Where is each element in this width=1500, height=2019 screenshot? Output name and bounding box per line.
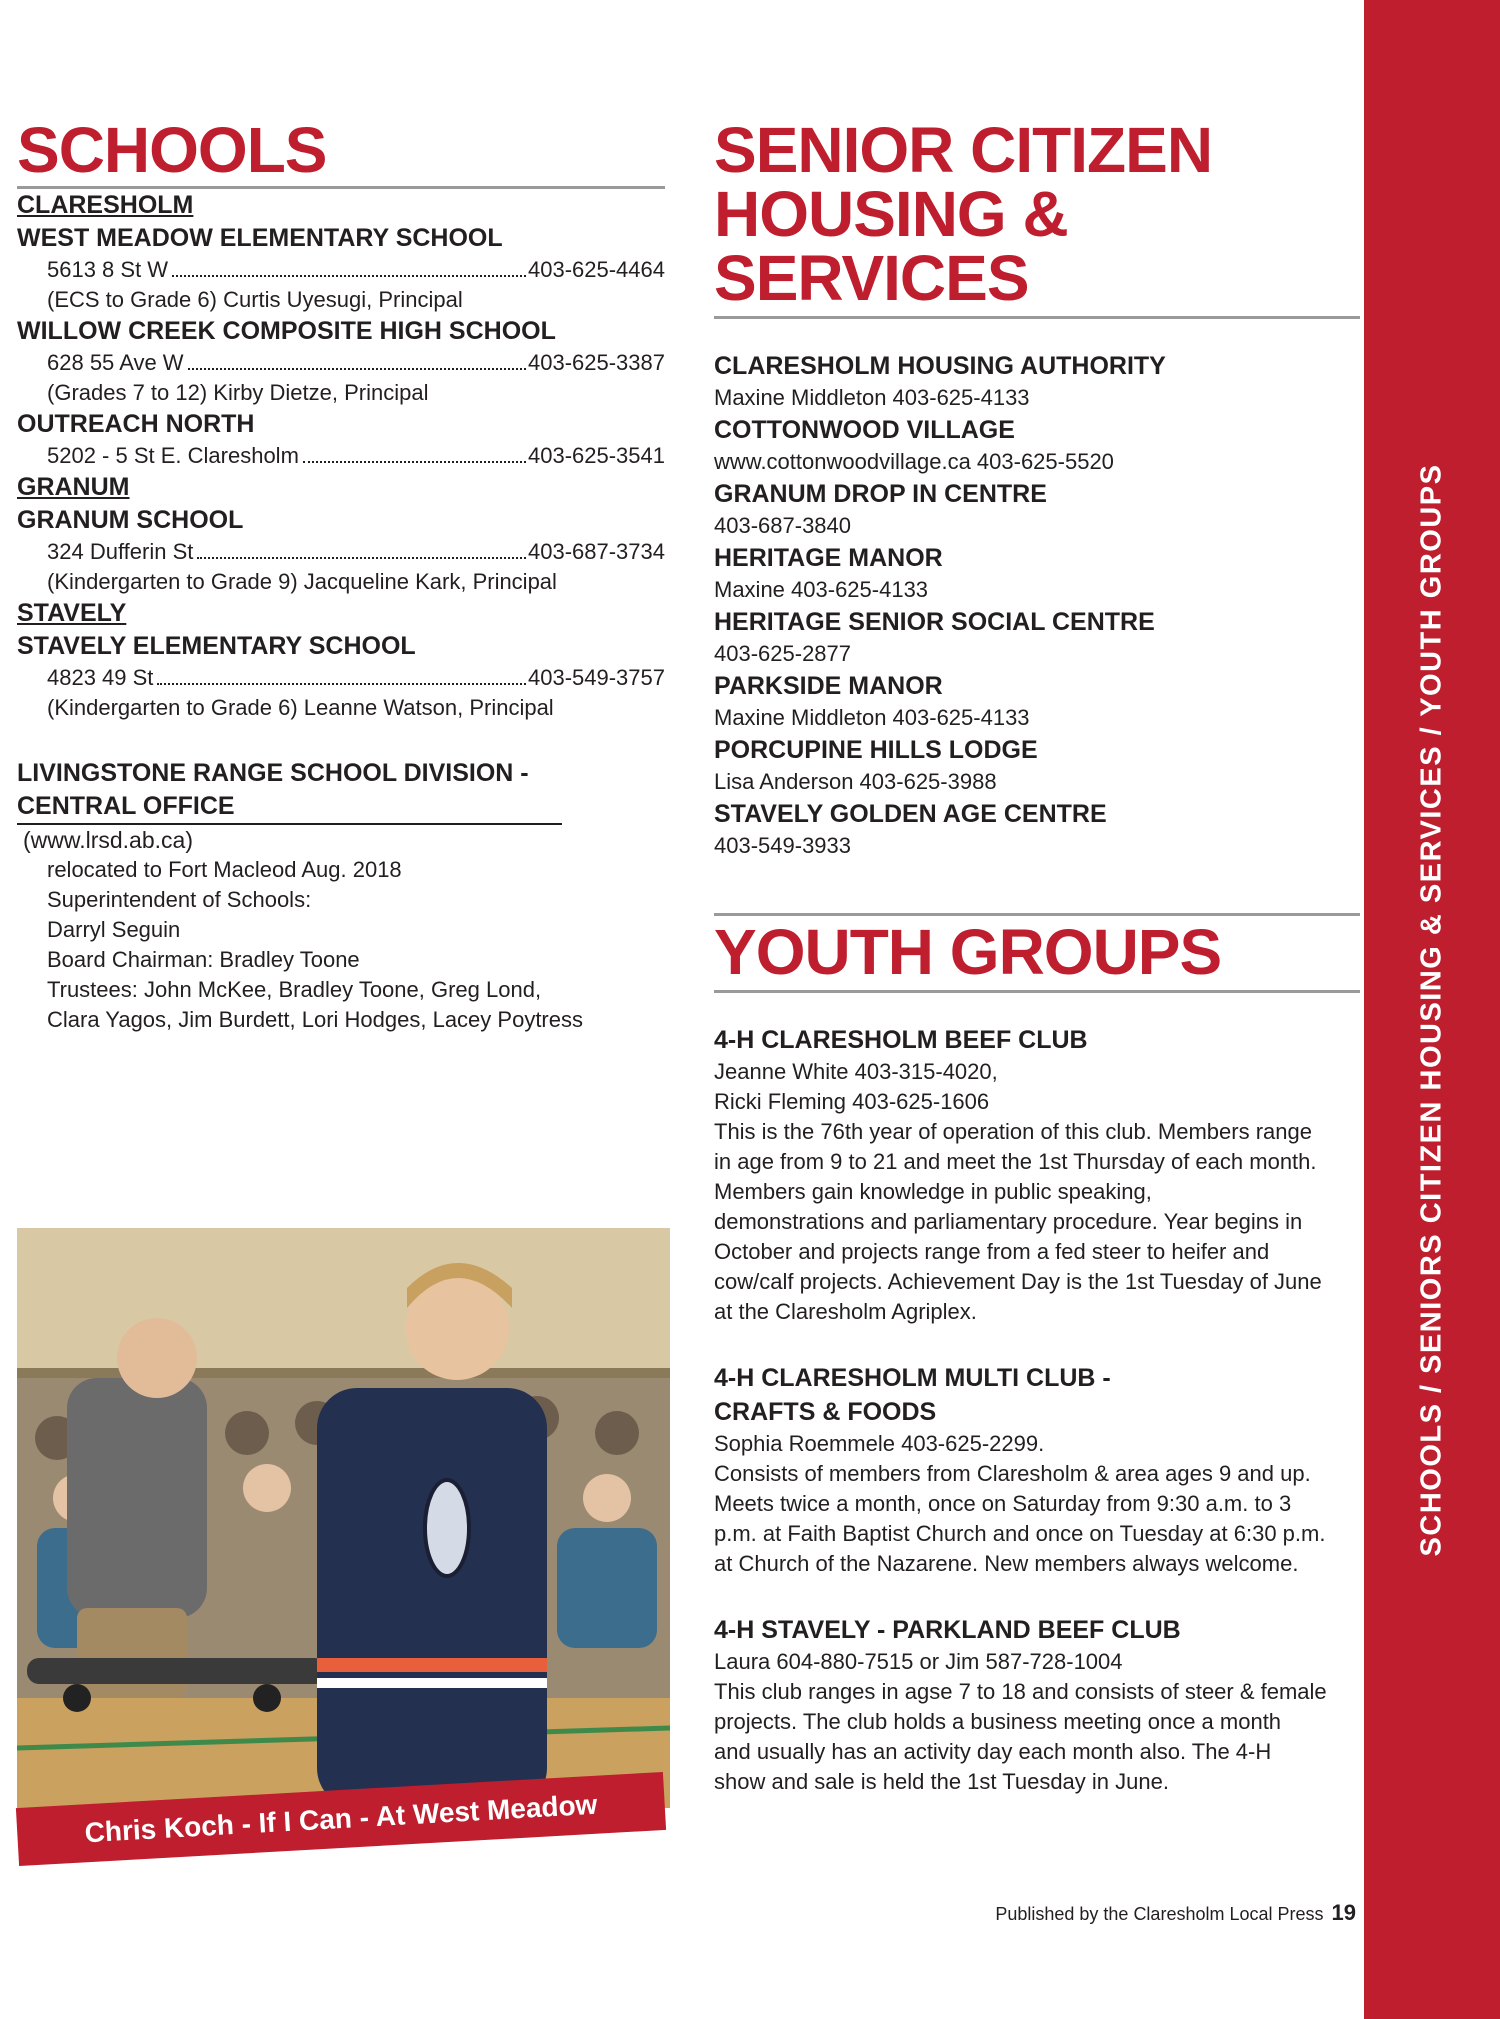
senior-entry-name: PARKSIDE MANOR [714,672,943,700]
senior-entry-name: PORCUPINE HILLS LODGE [714,736,1038,764]
willow-creek-phone: 403-625-3387 [527,350,665,375]
willow-creek-contact [17,348,665,378]
parkland-club-line: projects. The club holds a business meeting once a month [714,1709,1282,1734]
stavely-school-phone: 403-549-3757 [527,665,665,690]
spacer [714,861,1360,913]
spacer [714,1579,1360,1613]
willow-creek-name: WILLOW CREEK COMPOSITE HIGH SCHOOL [17,317,556,345]
parkland-club-line: This club ranges in agse 7 to 18 and consists of steer & female [714,1679,1327,1704]
senior-title-line: HOUSING & [714,178,1068,250]
granum-heading: GRANUM [17,473,130,501]
beef-club-line: October and projects range from a fed steer to heifer and [714,1239,1270,1264]
multi-club-name-line2: CRAFTS & FOODS [714,1398,937,1426]
leader-dots [188,368,526,370]
stavely-school-contact [17,663,665,693]
event-photo [17,1228,670,1808]
senior-title [714,114,1360,319]
beef-club-line: demonstrations and parliamentary procedure. Year begins in [714,1209,1303,1234]
claresholm-heading: CLARESHOLM [17,191,194,219]
schools-title: SCHOOLS [17,118,665,189]
multi-club-line: Consists of members from Claresholm & area ages 9 and up. [714,1461,1311,1486]
schools-column [17,114,665,1035]
parkland-club-line: show and sale is held the 1st Tuesday in June. [714,1769,1169,1794]
senior-entry-detail: 403-687-3840 [714,513,852,538]
senior-entry-detail: Maxine Middleton 403-625-4133 [714,705,1030,730]
publisher-credit: Published by the Claresholm Local Press [995,1904,1324,1924]
west-meadow-address: 5613 8 St W [47,257,169,282]
senior-entry-detail: 403-625-2877 [714,641,852,666]
outreach-phone: 403-625-3541 [527,443,665,468]
senior-entry-name: HERITAGE MANOR [714,544,943,572]
multi-club-line: p.m. at Faith Baptist Church and once on Tuesday at 6:30 p.m. [714,1521,1326,1546]
parkland-club-line: and usually has an activity day each month also. The 4-H [714,1739,1272,1764]
beef-club-line: at the Claresholm Agriplex. [714,1299,977,1324]
photo-illustration [17,1228,670,1808]
granum-school-phone: 403-687-3734 [527,539,665,564]
west-meadow-name: WEST MEADOW ELEMENTARY SCHOOL [17,224,503,252]
leader-dots [172,275,526,277]
spacer [714,319,1360,349]
stavely-school-address: 4823 49 St [47,665,154,690]
division-name-line2: CENTRAL OFFICE [17,790,562,825]
beef-club-line: Ricki Fleming 403-625-1606 [714,1089,990,1114]
willow-creek-address: 628 55 Ave W [47,350,184,375]
west-meadow-contact [17,255,665,285]
senior-title-line: SENIOR CITIZEN [714,114,1213,186]
section-sidebar [1364,0,1500,2019]
granum-school-name: GRANUM SCHOOL [17,506,244,534]
willow-creek-note: (Grades 7 to 12) Kirby Dietze, Principal [47,380,429,405]
spacer [714,993,1360,1023]
senior-entry-name: STAVELY GOLDEN AGE CENTRE [714,800,1107,828]
division-name-line1: LIVINGSTONE RANGE SCHOOL DIVISION - [17,759,529,787]
leader-dots [157,683,526,685]
multi-club-name-line1: 4-H CLARESHOLM MULTI CLUB - [714,1364,1111,1392]
senior-entry-detail: Maxine Middleton 403-625-4133 [714,385,1030,410]
leader-dots [197,557,526,559]
granum-school-contact [17,537,665,567]
beef-club-line: in age from 9 to 21 and meet the 1st Thursday of each month. [714,1149,1317,1174]
stavely-heading: STAVELY [17,599,127,627]
parkland-club-line: Laura 604-880-7515 or Jim 587-728-1004 [714,1649,1123,1674]
page-number: 19 [1331,1900,1356,1925]
outreach-address: 5202 - 5 St E. Claresholm [47,443,299,468]
page-footer [995,1900,1356,1926]
senior-entry-detail: www.cottonwoodvillage.ca 403-625-5520 [714,449,1114,474]
division-line: relocated to Fort Macleod Aug. 2018 [47,857,402,882]
west-meadow-note: (ECS to Grade 6) Curtis Uyesugi, Principal [47,287,463,312]
stavely-school-name: STAVELY ELEMENTARY SCHOOL [17,632,416,660]
multi-club-line: Meets twice a month, once on Saturday from 9:30 a.m. to 3 [714,1491,1292,1516]
spacer [714,1327,1360,1361]
granum-school-note: (Kindergarten to Grade 9) Jacqueline Kark, Principal [47,569,557,594]
senior-entry-name: COTTONWOOD VILLAGE [714,416,1015,444]
senior-entry-detail: 403-549-3933 [714,833,852,858]
division-website: (www.lrsd.ab.ca) [23,827,193,853]
senior-title-line: SERVICES [714,242,1029,314]
sidebar-label: SCHOOLS / SENIORS CITIZEN HOUSING & SERVICES / YOUTH GROUPS [1415,463,1448,1557]
beef-club-line: This is the 76th year of operation of this club. Members range [714,1119,1312,1144]
spacer [17,723,665,757]
division-line: Clara Yagos, Jim Burdett, Lori Hodges, Lacey Poytress [47,1007,583,1032]
senior-entry-name: GRANUM DROP IN CENTRE [714,480,1047,508]
division-line: Trustees: John McKee, Bradley Toone, Greg Lond, [47,977,542,1002]
outreach-contact [17,441,665,471]
multi-club-line: at Church of the Nazarene. New members always welcome. [714,1551,1299,1576]
west-meadow-phone: 403-625-4464 [527,257,665,282]
senior-entry-name: HERITAGE SENIOR SOCIAL CENTRE [714,608,1155,636]
beef-club-line: cow/calf projects. Achievement Day is the 1st Tuesday of June [714,1269,1322,1294]
leader-dots [303,461,526,463]
photo-caption: Chris Koch - If I Can - At West Meadow [83,1788,599,1849]
youth-title: YOUTH GROUPS [714,916,1360,993]
senior-entry-detail: Lisa Anderson 403-625-3988 [714,769,997,794]
division-line: Board Chairman: Bradley Toone [47,947,360,972]
multi-club-line: Sophia Roemmele 403-625-2299. [714,1431,1045,1456]
right-column [714,114,1360,1797]
division-line: Darryl Seguin [47,917,181,942]
senior-entry-name: CLARESHOLM HOUSING AUTHORITY [714,352,1166,380]
beef-club-line: Members gain knowledge in public speaking, [714,1179,1152,1204]
stavely-school-note: (Kindergarten to Grade 6) Leanne Watson, Principal [47,695,554,720]
beef-club-name: 4-H CLARESHOLM BEEF CLUB [714,1026,1088,1054]
parkland-club-name: 4-H STAVELY - PARKLAND BEEF CLUB [714,1616,1181,1644]
outreach-name: OUTREACH NORTH [17,410,255,438]
division-line: Superintendent of Schools: [47,887,312,912]
beef-club-line: Jeanne White 403-315-4020, [714,1059,998,1084]
senior-entry-detail: Maxine 403-625-4133 [714,577,929,602]
granum-school-address: 324 Dufferin St [47,539,194,564]
